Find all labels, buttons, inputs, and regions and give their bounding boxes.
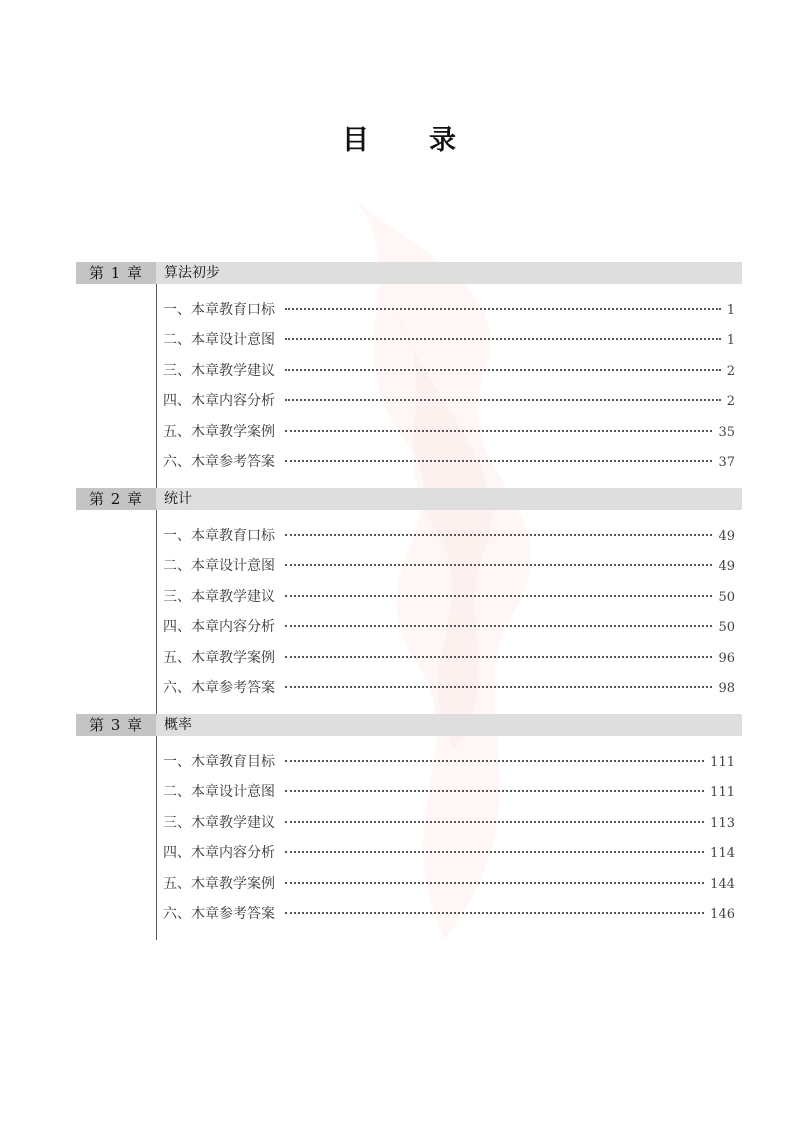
toc-entry-label: 六、木章参考答案	[163, 453, 275, 470]
toc-page-number: 49	[718, 559, 735, 575]
toc-page-number: 2	[726, 363, 735, 379]
dot-leader	[285, 821, 704, 823]
toc-entry-label: 五、木章教学案例	[163, 875, 275, 892]
toc-entry-label: 一、木章教育目标	[163, 754, 275, 770]
dot-leader	[285, 686, 712, 688]
page-title: 目 录	[342, 125, 458, 156]
toc-page-number: 35	[718, 424, 735, 440]
toc-entry-label: 五、木章教学案例	[163, 423, 275, 440]
dot-leader	[285, 851, 704, 853]
toc-page-number: 1	[726, 303, 735, 318]
toc-entry[interactable]	[163, 616, 735, 646]
toc-entry[interactable]	[163, 647, 735, 677]
toc-entry-label: 四、木章内容分析	[163, 393, 275, 410]
toc-page-number: 111	[710, 755, 735, 770]
dot-leader	[285, 460, 712, 462]
dot-leader	[285, 625, 712, 627]
toc-entry[interactable]	[163, 812, 735, 842]
toc-page-number: 2	[726, 394, 735, 410]
dot-leader	[285, 912, 704, 914]
dot-leader	[285, 399, 721, 401]
chapter-number: 第 3 章	[76, 714, 156, 736]
toc-page-number: 114	[710, 846, 735, 862]
chapter-header-bar	[76, 488, 742, 510]
toc-entry[interactable]	[163, 329, 735, 359]
toc-entry-label: 四、本章内容分析	[163, 619, 275, 636]
toc-page-number: 96	[718, 650, 735, 666]
chapter-title[interactable]: 概率	[164, 717, 192, 733]
toc-page-number: 113	[710, 815, 735, 831]
toc-entry-label: 四、木章内容分析	[163, 845, 275, 862]
dot-leader	[285, 656, 712, 658]
toc-page-number: 50	[718, 620, 735, 636]
toc-entry-list	[76, 299, 742, 481]
toc-page-number: 50	[718, 589, 735, 605]
dot-leader	[285, 595, 712, 597]
chapter-1	[76, 262, 742, 481]
dot-leader	[285, 534, 712, 536]
chapter-number: 第 1 章	[76, 262, 156, 284]
toc-entry-list	[76, 751, 742, 933]
toc-entry[interactable]	[163, 360, 735, 390]
chapter-number: 第 2 章	[76, 488, 156, 510]
dot-leader	[285, 760, 704, 762]
toc-entry-label: 三、木章教学建议	[163, 814, 275, 831]
dot-leader	[285, 308, 721, 310]
toc-entry[interactable]	[163, 781, 735, 811]
toc-entry[interactable]	[163, 842, 735, 872]
toc-page-number: 146	[710, 906, 735, 922]
toc-entry[interactable]	[163, 873, 735, 903]
toc-entry[interactable]	[163, 390, 735, 420]
dot-leader	[285, 338, 721, 340]
toc-entry[interactable]	[163, 677, 735, 707]
toc-entry[interactable]	[163, 299, 735, 329]
toc-entry-label: 二、本章设计意图	[163, 558, 275, 575]
chapter-header-bar	[76, 714, 742, 736]
toc-page-number: 98	[718, 680, 735, 696]
chapter-3	[76, 714, 742, 933]
toc-entry-label: 六、木章参考答案	[163, 905, 275, 922]
chapter-title[interactable]: 统计	[164, 491, 192, 507]
toc-entry[interactable]	[163, 525, 735, 555]
toc-entry[interactable]	[163, 903, 735, 933]
toc-entry-label: 二、本章设计意图	[163, 332, 275, 349]
toc-entry[interactable]	[163, 421, 735, 451]
toc-entry-label: 三、木章教学建议	[163, 362, 275, 379]
toc-entry-label: 六、木章参考答案	[163, 679, 275, 696]
toc-page-number: 49	[718, 529, 735, 544]
toc-entry-label: 一、本章教育口标	[163, 528, 275, 544]
toc-entry-label: 五、木章教学案例	[163, 649, 275, 666]
toc-entry[interactable]	[163, 451, 735, 481]
toc-page-number: 111	[710, 785, 735, 801]
toc-page-number: 37	[718, 454, 735, 470]
dot-leader	[285, 430, 712, 432]
toc-entry[interactable]	[163, 586, 735, 616]
chapter-2	[76, 488, 742, 707]
chapter-header-bar	[76, 262, 742, 284]
toc-page-number: 1	[726, 333, 735, 349]
toc-entry-label: 三、本章教学建议	[163, 588, 275, 605]
dot-leader	[285, 564, 712, 566]
chapter-title[interactable]: 算法初步	[164, 265, 220, 281]
toc-page-number: 144	[710, 876, 735, 892]
dot-leader	[285, 790, 704, 792]
toc-entry-label: 二、本章设计意图	[163, 784, 275, 801]
toc-entry-label: 一、本章教育口标	[163, 302, 275, 318]
dot-leader	[285, 369, 721, 371]
toc-entry[interactable]	[163, 555, 735, 585]
toc-entry[interactable]	[163, 751, 735, 781]
toc-entry-list	[76, 525, 742, 707]
dot-leader	[285, 882, 704, 884]
